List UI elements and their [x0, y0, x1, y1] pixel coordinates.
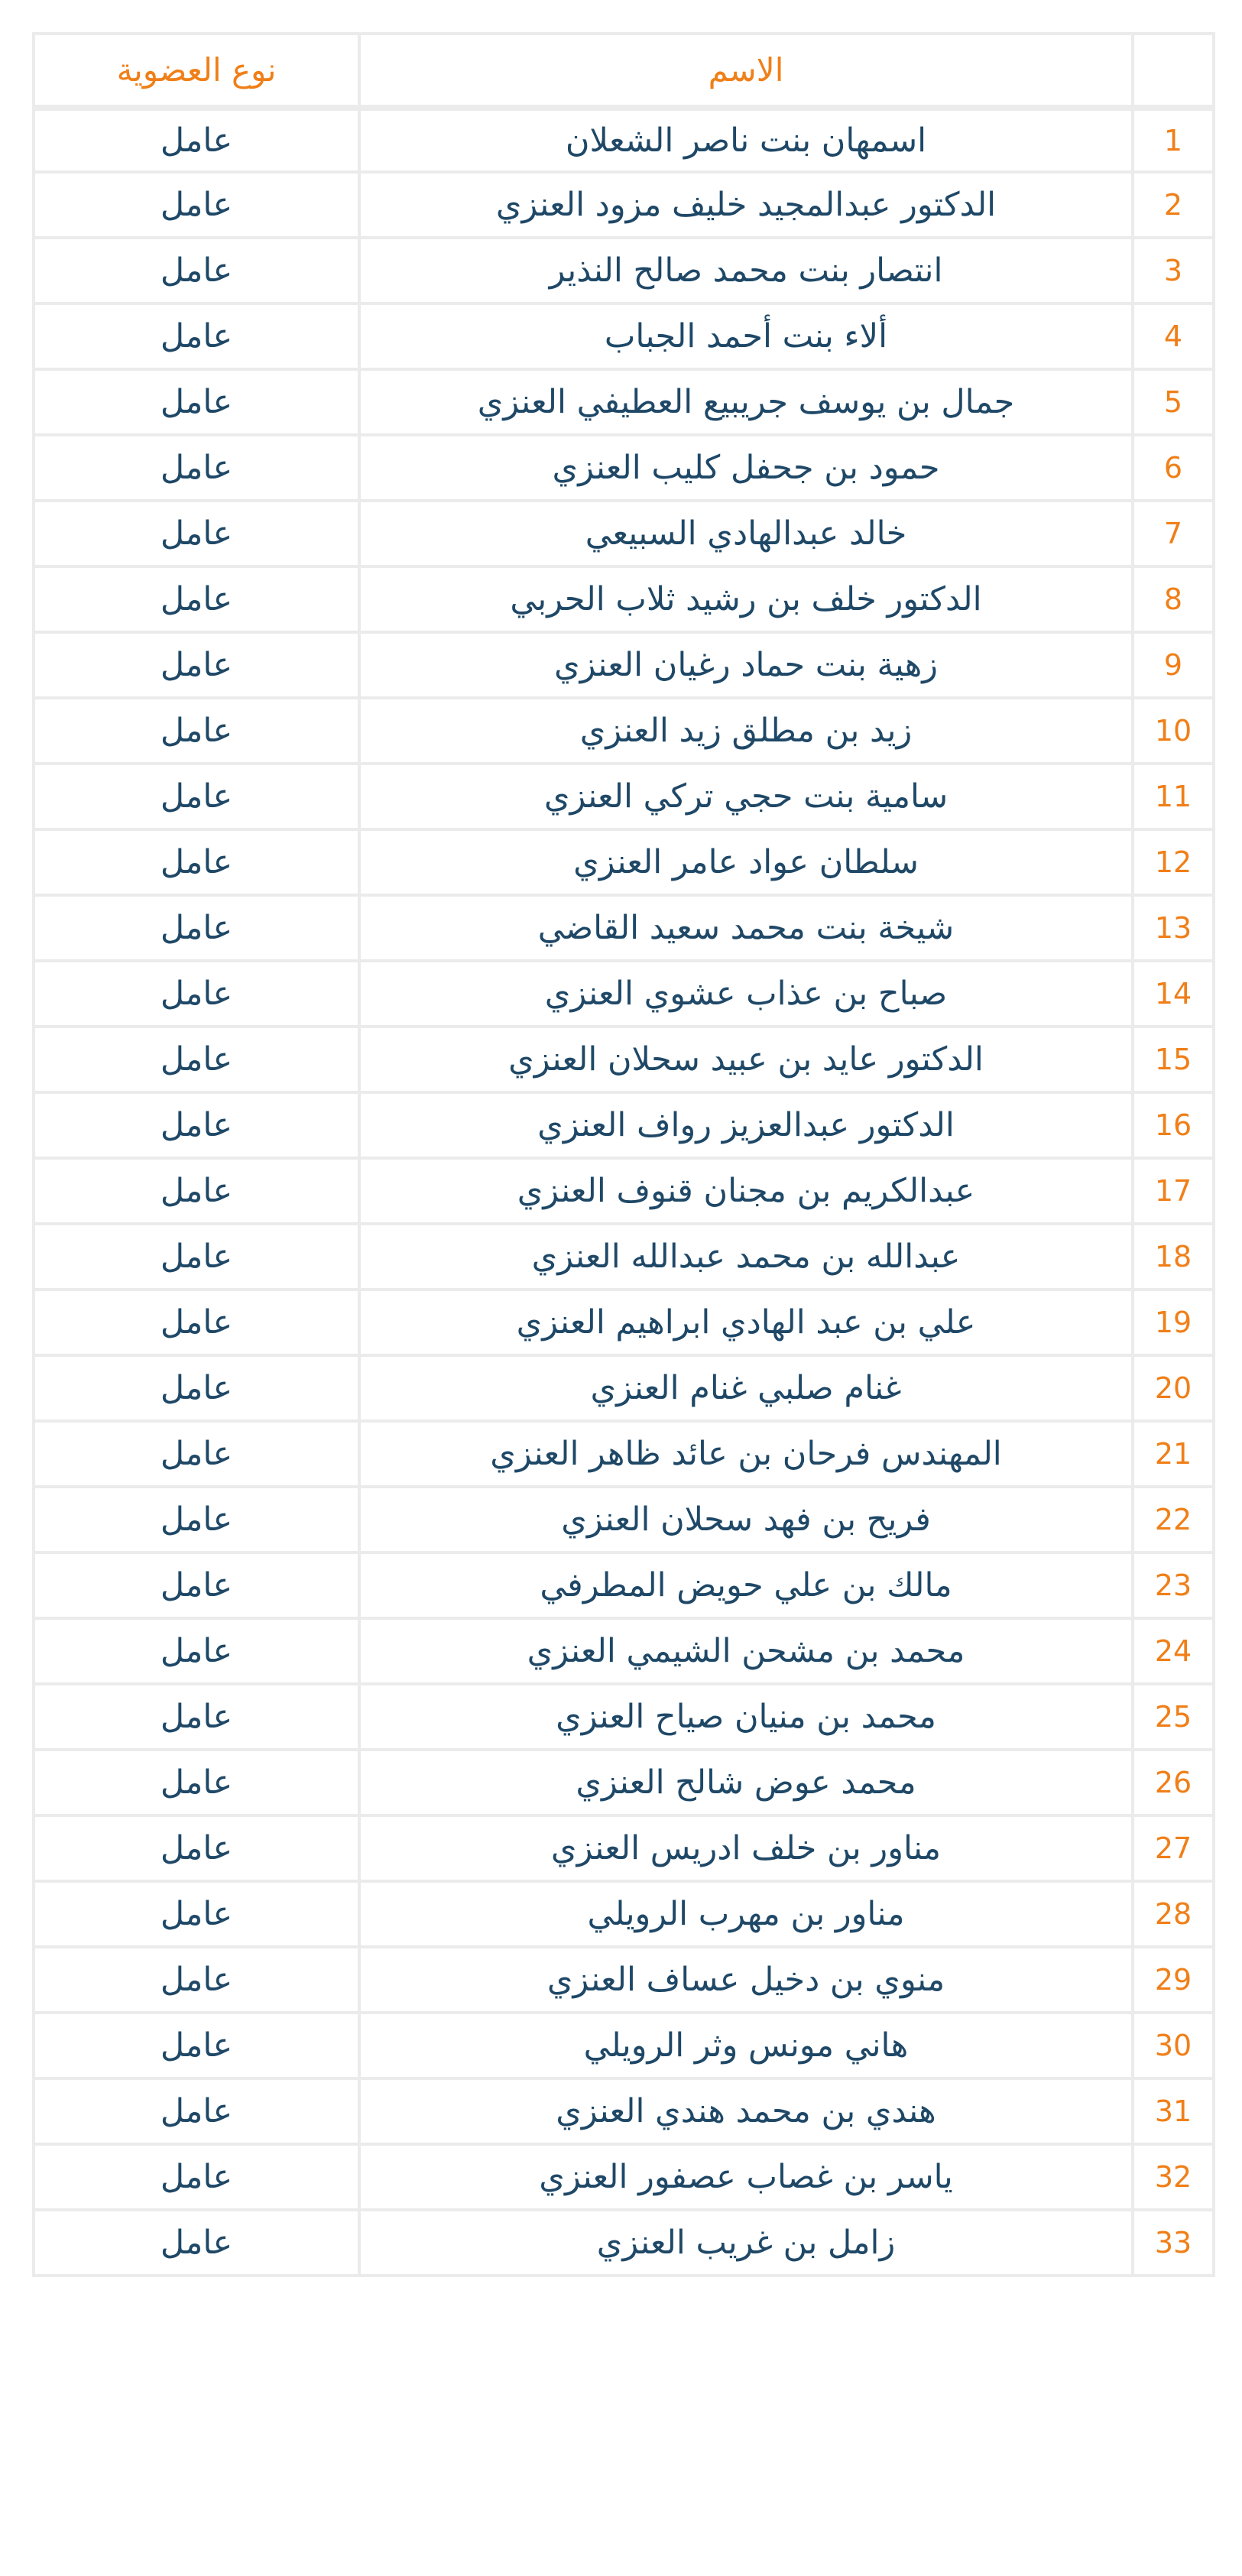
membership-type: عامل — [32, 1554, 358, 1620]
table-row — [32, 1948, 1215, 2014]
table-row — [32, 1488, 1215, 1554]
row-number: 9 — [1131, 634, 1215, 699]
table-row — [32, 1620, 1215, 1685]
membership-type: عامل — [32, 962, 358, 1028]
row-number: 17 — [1131, 1160, 1215, 1225]
membership-type: عامل — [32, 1423, 358, 1488]
table-row — [32, 1751, 1215, 1817]
table-row — [32, 2014, 1215, 2080]
membership-type: عامل — [32, 239, 358, 305]
membership-type: عامل — [32, 1291, 358, 1357]
row-number: 31 — [1131, 2080, 1215, 2146]
row-number: 7 — [1131, 502, 1215, 568]
member-name: زهية بنت حماد رغيان العنزي — [358, 634, 1131, 699]
row-number: 18 — [1131, 1225, 1215, 1291]
row-number: 2 — [1131, 174, 1215, 239]
row-number: 12 — [1131, 831, 1215, 897]
table-row — [32, 436, 1215, 502]
membership-type: عامل — [32, 2014, 358, 2080]
table-body — [32, 108, 1215, 2277]
membership-type: عامل — [32, 1685, 358, 1751]
member-name: زامل بن غريب العنزي — [358, 2211, 1131, 2277]
table-row — [32, 502, 1215, 568]
table-row — [32, 1028, 1215, 1094]
table-row — [32, 174, 1215, 239]
membership-type: عامل — [32, 765, 358, 831]
row-number: 3 — [1131, 239, 1215, 305]
membership-type: عامل — [32, 1948, 358, 2014]
table-row — [32, 1357, 1215, 1423]
header-name: الاسم — [358, 32, 1131, 108]
member-name: شيخة بنت محمد سعيد القاضي — [358, 897, 1131, 962]
member-name: منوي بن دخيل عساف العنزي — [358, 1948, 1131, 2014]
table-row — [32, 831, 1215, 897]
header-number — [1131, 32, 1215, 108]
membership-type: عامل — [32, 568, 358, 634]
table-row — [32, 2211, 1215, 2277]
table-row — [32, 1883, 1215, 1948]
row-number: 30 — [1131, 2014, 1215, 2080]
table-row — [32, 1225, 1215, 1291]
membership-type: عامل — [32, 371, 358, 436]
membership-type: عامل — [32, 897, 358, 962]
table-header-row — [32, 32, 1215, 108]
membership-type: عامل — [32, 2080, 358, 2146]
row-number: 21 — [1131, 1423, 1215, 1488]
membership-type: عامل — [32, 174, 358, 239]
table-row — [32, 1094, 1215, 1160]
member-name: اسمهان بنت ناصر الشعلان — [358, 108, 1131, 174]
member-name: سامية بنت حجي تركي العنزي — [358, 765, 1131, 831]
membership-type: عامل — [32, 436, 358, 502]
member-name: الدكتور عايد بن عبيد سحلان العنزي — [358, 1028, 1131, 1094]
row-number: 14 — [1131, 962, 1215, 1028]
membership-type: عامل — [32, 305, 358, 371]
row-number: 15 — [1131, 1028, 1215, 1094]
row-number: 26 — [1131, 1751, 1215, 1817]
member-name: هاني مونس وثر الرويلي — [358, 2014, 1131, 2080]
member-name: محمد عوض شالح العنزي — [358, 1751, 1131, 1817]
membership-type: عامل — [32, 831, 358, 897]
membership-type: عامل — [32, 108, 358, 174]
members-table-container — [32, 32, 1215, 2277]
member-name: الدكتور خلف بن رشيد ثلاب الحربي — [358, 568, 1131, 634]
membership-type: عامل — [32, 2211, 358, 2277]
row-number: 10 — [1131, 699, 1215, 765]
member-name: جمال بن يوسف جريبيع العطيفي العنزي — [358, 371, 1131, 436]
table-row — [32, 1817, 1215, 1883]
membership-type: عامل — [32, 1160, 358, 1225]
member-name: سلطان عواد عامر العنزي — [358, 831, 1131, 897]
member-name: عبدالكريم بن مجنان قنوف العنزي — [358, 1160, 1131, 1225]
row-number: 8 — [1131, 568, 1215, 634]
membership-type: عامل — [32, 699, 358, 765]
row-number: 28 — [1131, 1883, 1215, 1948]
member-name: حمود بن جحفل كليب العنزي — [358, 436, 1131, 502]
members-table — [32, 32, 1215, 2277]
row-number: 4 — [1131, 305, 1215, 371]
member-name: الدكتور عبدالعزيز رواف العنزي — [358, 1094, 1131, 1160]
member-name: محمد بن مشحن الشيمي العنزي — [358, 1620, 1131, 1685]
row-number: 13 — [1131, 897, 1215, 962]
member-name: خالد عبدالهادي السبيعي — [358, 502, 1131, 568]
member-name: صباح بن عذاب عشوي العنزي — [358, 962, 1131, 1028]
row-number: 29 — [1131, 1948, 1215, 2014]
row-number: 27 — [1131, 1817, 1215, 1883]
table-row — [32, 1291, 1215, 1357]
member-name: مناور بن مهرب الرويلي — [358, 1883, 1131, 1948]
row-number: 33 — [1131, 2211, 1215, 2277]
row-number: 5 — [1131, 371, 1215, 436]
table-row — [32, 568, 1215, 634]
membership-type: عامل — [32, 1225, 358, 1291]
header-membership-type: نوع العضوية — [32, 32, 358, 108]
table-row — [32, 305, 1215, 371]
member-name: علي بن عبد الهادي ابراهيم العنزي — [358, 1291, 1131, 1357]
member-name: مناور بن خلف ادريس العنزي — [358, 1817, 1131, 1883]
member-name: ألاء بنت أحمد الجباب — [358, 305, 1131, 371]
row-number: 23 — [1131, 1554, 1215, 1620]
membership-type: عامل — [32, 1620, 358, 1685]
row-number: 16 — [1131, 1094, 1215, 1160]
table-row — [32, 1554, 1215, 1620]
table-row — [32, 2080, 1215, 2146]
member-name: مالك بن علي حويض المطرفي — [358, 1554, 1131, 1620]
membership-type: عامل — [32, 1883, 358, 1948]
table-row — [32, 897, 1215, 962]
table-row — [32, 108, 1215, 174]
member-name: هندي بن محمد هندي العنزي — [358, 2080, 1131, 2146]
table-row — [32, 634, 1215, 699]
membership-type: عامل — [32, 1751, 358, 1817]
membership-type: عامل — [32, 2146, 358, 2211]
membership-type: عامل — [32, 1817, 358, 1883]
table-row — [32, 1685, 1215, 1751]
member-name: زيد بن مطلق زيد العنزي — [358, 699, 1131, 765]
table-row — [32, 962, 1215, 1028]
membership-type: عامل — [32, 1094, 358, 1160]
member-name: انتصار بنت محمد صالح النذير — [358, 239, 1131, 305]
row-number: 6 — [1131, 436, 1215, 502]
member-name: محمد بن منيان صياح العنزي — [358, 1685, 1131, 1751]
row-number: 24 — [1131, 1620, 1215, 1685]
membership-type: عامل — [32, 634, 358, 699]
member-name: ياسر بن غصاب عصفور العنزي — [358, 2146, 1131, 2211]
row-number: 32 — [1131, 2146, 1215, 2211]
table-row — [32, 2146, 1215, 2211]
member-name: المهندس فرحان بن عائد ظاهر العنزي — [358, 1423, 1131, 1488]
row-number: 1 — [1131, 108, 1215, 174]
row-number: 19 — [1131, 1291, 1215, 1357]
membership-type: عامل — [32, 1357, 358, 1423]
row-number: 11 — [1131, 765, 1215, 831]
table-row — [32, 1423, 1215, 1488]
member-name: عبدالله بن محمد عبدالله العنزي — [358, 1225, 1131, 1291]
row-number: 22 — [1131, 1488, 1215, 1554]
row-number: 20 — [1131, 1357, 1215, 1423]
membership-type: عامل — [32, 502, 358, 568]
member-name: غنام صلبي غنام العنزي — [358, 1357, 1131, 1423]
membership-type: عامل — [32, 1028, 358, 1094]
row-number: 25 — [1131, 1685, 1215, 1751]
table-row — [32, 1160, 1215, 1225]
table-row — [32, 239, 1215, 305]
table-row — [32, 371, 1215, 436]
membership-type: عامل — [32, 1488, 358, 1554]
member-name: الدكتور عبدالمجيد خليف مزود العنزي — [358, 174, 1131, 239]
table-row — [32, 765, 1215, 831]
table-row — [32, 699, 1215, 765]
member-name: فريح بن فهد سحلان العنزي — [358, 1488, 1131, 1554]
